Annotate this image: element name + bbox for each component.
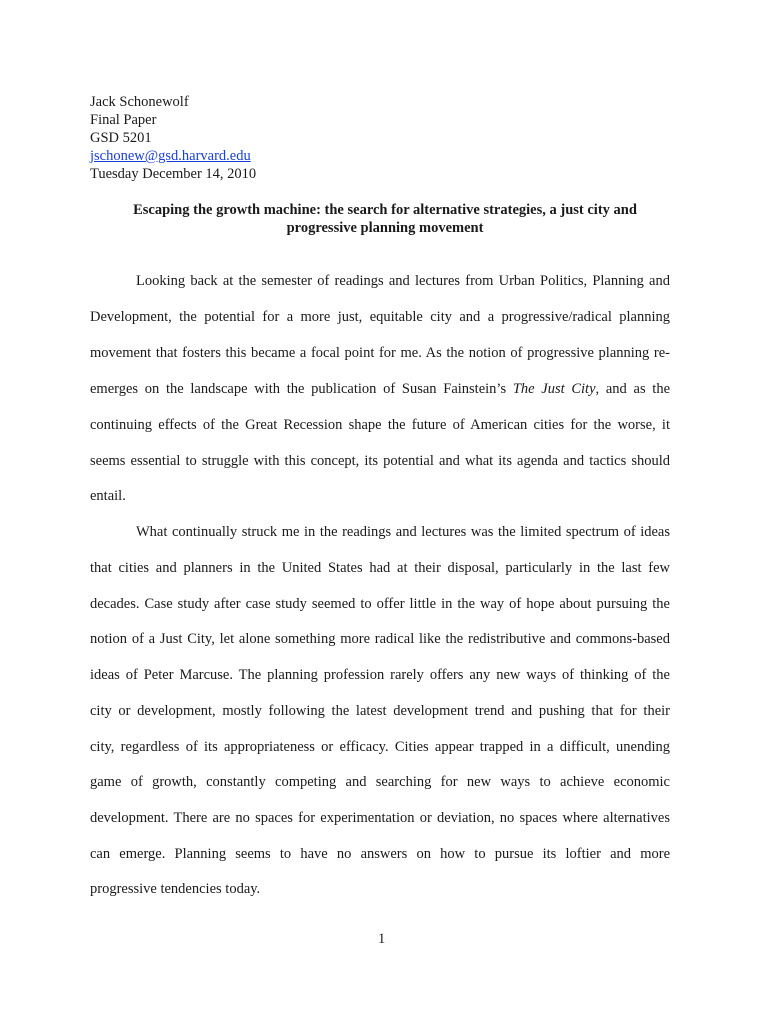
paragraph-1-line-1: Looking back at the semester of readings and lectures from Urban Politics, Planning and [136,273,670,289]
paragraph-1-line-2: Development, the potential for a more just, equitable city and a progressive/radical planning [90,309,670,325]
paragraph-1-line-7: entail. [90,488,126,504]
email-link[interactable]: jschonew@gsd.harvard.edu [90,148,251,164]
paragraph-1-line-4 [90,380,670,398]
paragraph-2-line-9: development. There are no spaces for experimentation or deviation, no spaces where alternatives [90,810,670,826]
page-number: 1 [378,931,386,947]
line-text: emerges on the landscape with the publication of Susan Fainstein’s [90,381,507,397]
document-date: Tuesday December 14, 2010 [90,166,257,182]
author-name: Jack Schonewolf [90,94,189,110]
book-title: The Just City [512,381,596,397]
paragraph-2-line-2: that cities and planners in the United States had at their disposal, particularly in the last few [90,560,670,576]
course-code: GSD 5201 [90,130,152,146]
paragraph-1-line-3: movement that fosters this became a focal point for me. As the notion of progressive planning re- [90,345,670,361]
paragraph-2-line-5: ideas of Peter Marcuse. The planning profession rarely offers any new ways of thinking of the [90,667,670,683]
paragraph-2-line-8: game of growth, constantly competing and searching for new ways to achieve economic [90,774,670,790]
paragraph-1-line-6: seems essential to struggle with this concept, its potential and what its agenda and tactics should [90,453,670,469]
line-text-tail: , and as the [595,381,671,397]
paragraph-2-line-6: city or development, mostly following the latest development trend and pushing that for their [90,703,670,719]
paragraph-1-line-5: continuing effects of the Great Recession shape the future of American cities for the worse, it [90,417,670,433]
paragraph-2-line-7: city, regardless of its appropriateness or efficacy. Cities appear trapped in a difficult, unending [90,739,670,755]
paper-title [100,201,670,237]
paragraph-2-line-1: What continually struck me in the readings and lectures was the limited spectrum of ideas [136,524,670,540]
paper-title-line-1: Escaping the growth machine: the search for alternative strategies, a just city and [133,202,637,218]
paper-title-line-2: progressive planning movement [286,220,484,236]
paragraph-2-line-3: decades. Case study after case study seemed to offer little in the way of hope about pursuing the [90,596,670,612]
paragraph-2-line-11: progressive tendencies today. [90,881,261,897]
document-type: Final Paper [90,112,157,128]
paragraph-2-line-10: can emerge. Planning seems to have no answers on how to pursue its loftier and more [90,846,670,862]
paragraph-2-line-4: notion of a Just City, let alone something more radical like the redistributive and commons-based [90,631,670,647]
